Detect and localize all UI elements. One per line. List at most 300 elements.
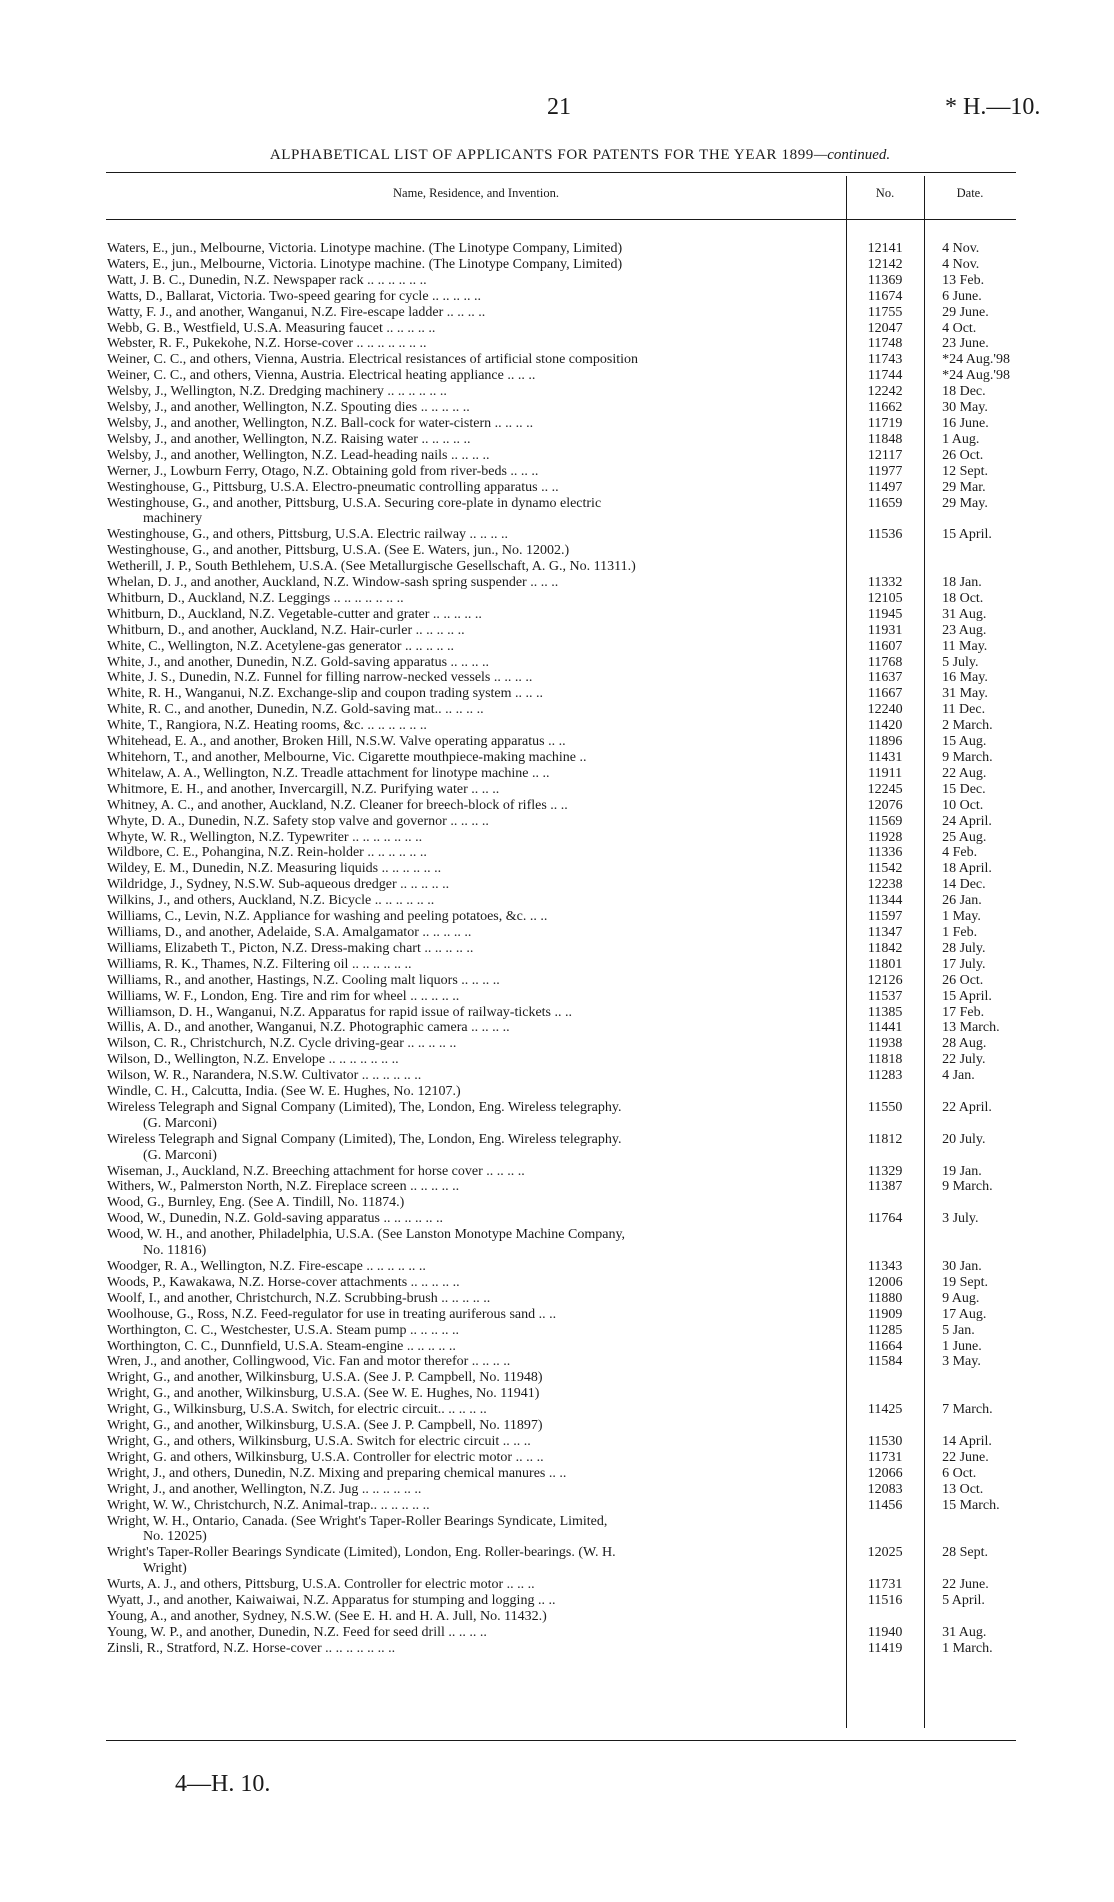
applicant-entry: [106, 957, 846, 973]
patent-number: 12117: [867, 447, 903, 463]
patent-number: 11369: [867, 272, 903, 288]
patent-number: 11387: [867, 1179, 903, 1195]
patent-number: 11931: [867, 622, 903, 638]
application-date: 31 Aug.: [942, 606, 987, 622]
application-date: 9 March.: [942, 1179, 993, 1195]
application-date: 17 July.: [942, 956, 986, 972]
entry-text: White, T., Rangiora, N.Z. Heating rooms, &c. .. .. .. .. .. ..: [107, 718, 427, 734]
header-bottom-rule: [106, 219, 1016, 220]
applicant-entry: [106, 989, 846, 1005]
patent-number: 11332: [867, 575, 903, 591]
entry-continuation: (G. Marconi): [143, 1147, 217, 1163]
application-date: [924, 1514, 1016, 1546]
patent-number: 11768: [867, 654, 903, 670]
entry-text: Wilkins, J., and others, Auckland, N.Z. Bicycle .. .. .. .. .. ..: [107, 893, 435, 909]
patent-number: 11537: [867, 988, 903, 1004]
table-row: [106, 925, 1016, 941]
table-row: [106, 336, 1016, 352]
application-date: 3 May.: [942, 1354, 981, 1370]
entry-text: Worthington, C. C., Dunnfield, U.S.A. Steam-engine .. .. .. .. ..: [107, 1338, 456, 1354]
application-date: 28 Aug.: [942, 1036, 987, 1052]
entry-text: White, R. H., Wanganui, N.Z. Exchange-slip and coupon trading system .. .. ..: [107, 686, 544, 702]
column-header-name: Name, Residence, and Invention.: [393, 186, 559, 200]
table-row: [106, 686, 1016, 702]
patent-number: 11911: [868, 765, 903, 781]
application-date: [924, 1084, 1016, 1100]
application-date: 20 July.: [942, 1131, 986, 1147]
patent-number: 12006: [867, 1274, 903, 1290]
application-date: [924, 1386, 1016, 1402]
patent-number: 11431: [867, 750, 903, 765]
application-date: 15 Aug.: [942, 734, 987, 750]
applicant-entry: [106, 1370, 846, 1386]
table-row: [106, 305, 1016, 321]
patent-number: 12242: [867, 384, 903, 400]
entry-continuation: No. 11816): [143, 1243, 207, 1259]
applicant-entry: [106, 591, 846, 607]
applicant-entry: [106, 1498, 846, 1514]
entry-text: Waters, E., jun., Melbourne, Victoria. Linotype machine. (The Linotype Company, Limited): [107, 241, 623, 256]
patent-number: 11880: [867, 1290, 903, 1306]
patent-number: 11940: [867, 1624, 903, 1640]
table-row: [106, 957, 1016, 973]
patent-number: 11818: [867, 1052, 903, 1068]
applicant-entry: [106, 1020, 846, 1036]
entry-text: Williams, Elizabeth T., Picton, N.Z. Dress-making chart .. .. .. .. ..: [107, 940, 474, 956]
table-row: [106, 257, 1016, 273]
patent-number: [846, 1084, 924, 1100]
table-row: [106, 241, 1016, 257]
patent-number: 11607: [867, 638, 903, 654]
applicant-entry: [106, 670, 846, 686]
applicant-entry: [106, 909, 846, 925]
table-row: [106, 1593, 1016, 1609]
table-row: [106, 1005, 1016, 1021]
entry-text: Welsby, J., and another, Wellington, N.Z. Ball-cock for water-cistern .. .. .. ..: [107, 415, 534, 431]
entry-text: Wren, J., and another, Collingwood, Vic. Fan and motor therefor .. .. .. ..: [107, 1354, 511, 1370]
entry-text: Whyte, D. A., Dunedin, N.Z. Safety stop valve and governor .. .. .. ..: [107, 813, 489, 829]
list-title-continued: —continued.: [813, 147, 891, 163]
table-row: [106, 1084, 1016, 1100]
entry-text: Whitelaw, A. A., Wellington, N.Z. Treadle attachment for linotype machine .. ..: [107, 765, 550, 781]
patent-number: 11743: [867, 352, 903, 368]
entry-text: Whitburn, D., Auckland, N.Z. Vegetable-cutter and grater .. .. .. .. ..: [107, 606, 482, 622]
entry-text: Watty, F. J., and another, Wanganui, N.Z. Fire-escape ladder .. .. .. ..: [107, 304, 486, 320]
patent-number: [846, 1195, 924, 1211]
entry-text: Woolf, I., and another, Christchurch, N.Z. Scrubbing-brush .. .. .. .. ..: [107, 1290, 491, 1306]
table-row: [106, 559, 1016, 575]
table-row: [106, 814, 1016, 830]
applicant-entry: [106, 543, 846, 559]
entry-text: Worthington, C. C., Westchester, U.S.A. Steam pump .. .. .. .. ..: [107, 1322, 459, 1338]
applicant-entry: [106, 432, 846, 448]
application-date: 31 May.: [942, 686, 988, 702]
entry-text: Westinghouse, G., Pittsburg, U.S.A. Electro-pneumatic controlling apparatus .. ..: [107, 479, 559, 495]
patent-number: 11896: [867, 734, 903, 750]
applicant-entry: [106, 830, 846, 846]
patent-number: 11285: [867, 1322, 903, 1338]
table-row: [106, 1036, 1016, 1052]
patent-number: 11945: [867, 606, 903, 622]
entry-text: Werner, J., Lowburn Ferry, Otago, N.Z. Obtaining gold from river-beds .. .. ..: [107, 463, 539, 479]
applicant-entry: [106, 941, 846, 957]
entry-text: Wright, G., and another, Wilkinsburg, U.S.A. (See J. P. Campbell, No. 11948): [107, 1370, 543, 1386]
entry-text: Wireless Telegraph and Signal Company (Limited), The, London, Eng. Wireless telegraphy.: [107, 1131, 622, 1147]
table-row: [106, 1132, 1016, 1164]
applicant-entry: [106, 336, 846, 352]
application-date: 15 March.: [942, 1497, 1000, 1513]
entry-continuation: (G. Marconi): [143, 1115, 217, 1131]
patent-number: 11347: [867, 924, 903, 940]
patent-number: 12047: [867, 320, 903, 336]
entry-text: Whelan, D. J., and another, Auckland, N.Z. Window-sash spring suspender .. .. ..: [107, 575, 559, 591]
application-date: 14 Dec.: [942, 877, 986, 893]
table-row: [106, 1211, 1016, 1227]
table-row: [106, 766, 1016, 782]
application-date: 14 April.: [942, 1433, 992, 1449]
patent-number: [846, 1418, 924, 1434]
applicant-entry: [106, 289, 846, 305]
patent-number: 11336: [867, 845, 903, 861]
patent-number: 11938: [867, 1036, 903, 1052]
applicant-entry: [106, 241, 846, 257]
application-date: 26 Oct.: [942, 447, 984, 463]
entry-text: Westinghouse, G., and another, Pittsburg, U.S.A. (See E. Waters, jun., No. 12002.): [107, 543, 570, 559]
patent-number: [846, 559, 924, 575]
application-date: 25 Aug.: [942, 829, 987, 845]
table-row: [106, 1339, 1016, 1355]
entry-text: Wireless Telegraph and Signal Company (Limited), The, London, Eng. Wireless telegraphy.: [107, 1099, 622, 1115]
applicant-entry: [106, 893, 846, 909]
application-date: [924, 543, 1016, 559]
table-row: [106, 670, 1016, 686]
applicant-entry: [106, 1100, 846, 1132]
application-date: 1 June.: [942, 1338, 982, 1354]
patent-number: 11425: [867, 1402, 903, 1418]
entry-text: White, R. C., and another, Dunedin, N.Z. Gold-saving mat.. .. .. .. ..: [107, 702, 484, 718]
entry-text: Wright, G., Wilkinsburg, U.S.A. Switch, for electric circuit.. .. .. .. ..: [107, 1402, 487, 1418]
applicant-entry: [106, 1036, 846, 1052]
patent-number: 11801: [867, 956, 903, 972]
table-bottom-rule: [106, 1740, 1016, 1741]
applicant-entry: [106, 1434, 846, 1450]
application-date: 1 May.: [942, 909, 981, 925]
table-row: [106, 782, 1016, 798]
patent-number: 11530: [867, 1433, 903, 1449]
applicant-entry: [106, 1577, 846, 1593]
patent-number: 11662: [867, 400, 903, 416]
application-date: 5 Jan.: [942, 1322, 975, 1338]
patent-number: 12076: [867, 797, 903, 813]
applicant-entry: [106, 607, 846, 623]
application-date: 19 Jan.: [942, 1163, 982, 1179]
applicant-entry: [106, 1339, 846, 1355]
applicant-entry: [106, 527, 846, 543]
applicant-entry: [106, 400, 846, 416]
entry-text: White, J., and another, Dunedin, N.Z. Gold-saving apparatus .. .. .. ..: [107, 654, 490, 670]
application-date: 31 Aug.: [942, 1624, 987, 1640]
table-row: [106, 289, 1016, 305]
applicant-entry: [106, 1609, 846, 1625]
entry-text: Williams, R., and another, Hastings, N.Z. Cooling malt liquors .. .. .. ..: [107, 972, 500, 988]
applicant-entry: [106, 384, 846, 400]
application-date: *24 Aug.'98: [942, 368, 1010, 384]
entry-text: Welsby, J., and another, Wellington, N.Z. Lead-heading nails .. .. .. ..: [107, 447, 490, 463]
entry-text: Westinghouse, G., and another, Pittsburg, U.S.A. Securing core-plate in dynamo electric: [107, 495, 602, 511]
application-date: 1 Aug.: [942, 431, 980, 447]
patent-number: 11667: [867, 686, 903, 702]
column-header-no: No.: [875, 186, 895, 200]
applicant-entry: [106, 782, 846, 798]
table-row: [106, 1323, 1016, 1339]
table-row: [106, 368, 1016, 384]
table-row: [106, 1068, 1016, 1084]
applicant-entry: [106, 766, 846, 782]
entry-text: Woolhouse, G., Ross, N.Z. Feed-regulator for use in treating auriferous sand .. ..: [107, 1306, 557, 1322]
entry-text: Williams, D., and another, Adelaide, S.A. Amalgamator .. .. .. .. ..: [107, 924, 472, 940]
patent-number: [846, 543, 924, 559]
applicant-entry: [106, 1179, 846, 1195]
patent-number: 11456: [867, 1497, 903, 1513]
table-row: [106, 1641, 1016, 1657]
application-date: 29 June.: [942, 304, 989, 320]
entry-text: Williams, R. K., Thames, N.Z. Filtering oil .. .. .. .. .. ..: [107, 956, 412, 972]
patent-number: 11928: [867, 829, 903, 845]
table-row: [106, 750, 1016, 766]
patent-number: 12240: [867, 702, 903, 718]
patent-number: 11674: [867, 288, 903, 304]
table-row: [106, 1291, 1016, 1307]
patent-number: 11659: [867, 495, 903, 511]
application-date: [924, 559, 1016, 575]
application-date: 30 May.: [942, 400, 988, 416]
document-code: * H.—10.: [945, 94, 1041, 120]
table-row: [106, 1545, 1016, 1577]
patent-number: 11848: [867, 431, 903, 447]
entry-text: Wyatt, J., and another, Kaiwaiwai, N.Z. Apparatus for stumping and logging .. ..: [107, 1593, 556, 1609]
patent-number: 11637: [867, 670, 903, 686]
application-date: 5 July.: [942, 654, 979, 670]
application-date: 18 Jan.: [942, 575, 982, 591]
entry-text: Wildey, E. M., Dunedin, N.Z. Measuring liquids .. .. .. .. .. ..: [107, 861, 442, 877]
patent-number: [846, 1514, 924, 1546]
table-row: [106, 909, 1016, 925]
applicant-entry: [106, 1641, 846, 1657]
table-row: [106, 845, 1016, 861]
applicant-entry: [106, 702, 846, 718]
applicant-entry: [106, 575, 846, 591]
applicant-entry: [106, 925, 846, 941]
table-row: [106, 352, 1016, 368]
entry-text: Wilson, W. R., Narandera, N.S.W. Cultivator .. .. .. .. .. ..: [107, 1068, 422, 1084]
entry-text: Whitburn, D., and another, Auckland, N.Z. Hair-curler .. .. .. .. ..: [107, 622, 465, 638]
applicant-entry: [106, 352, 846, 368]
column-header-date: Date.: [956, 186, 984, 200]
table-row: [106, 1307, 1016, 1323]
table-row: [106, 734, 1016, 750]
table-row: [106, 1386, 1016, 1402]
entry-text: Whitehead, E. A., and another, Broken Hill, N.S.W. Valve operating apparatus .. ..: [107, 734, 566, 750]
applicant-entry: [106, 718, 846, 734]
table-row: [106, 1466, 1016, 1482]
table-row: [106, 1354, 1016, 1370]
entry-text: Zinsli, R., Stratford, N.Z. Horse-cover .. .. .. .. .. .. ..: [107, 1640, 396, 1656]
table-row: [106, 1482, 1016, 1498]
table-row: [106, 1418, 1016, 1434]
patent-number: 12025: [867, 1545, 903, 1561]
table-row: [106, 798, 1016, 814]
applicant-entry: [106, 1482, 846, 1498]
application-date: 15 Dec.: [942, 781, 986, 797]
entry-text: Webb, G. B., Westfield, U.S.A. Measuring faucet .. .. .. .. ..: [107, 320, 436, 336]
entry-text: Welsby, J., and another, Wellington, N.Z. Spouting dies .. .. .. .. ..: [107, 400, 470, 416]
application-date: 4 Feb.: [942, 845, 978, 861]
table-row: [106, 384, 1016, 400]
applicant-list: [106, 241, 1016, 1657]
patent-number: 11748: [867, 336, 903, 352]
application-date: *24 Aug.'98: [942, 352, 1010, 368]
table-row: [106, 464, 1016, 480]
patent-number: 11744: [867, 368, 903, 384]
entry-text: Wright, J., and others, Dunedin, N.Z. Mixing and preparing chemical manures .. ..: [107, 1465, 567, 1481]
applicant-entry: [106, 1450, 846, 1466]
applicant-entry: [106, 1227, 846, 1259]
entry-text: Williams, C., Levin, N.Z. Appliance for washing and peeling potatoes, &c. .. ..: [107, 909, 548, 925]
application-date: 26 Jan.: [942, 893, 982, 909]
patent-number: 11731: [867, 1449, 903, 1465]
application-date: 6 Oct.: [942, 1465, 977, 1481]
application-date: 28 Sept.: [942, 1545, 988, 1561]
patent-number: 11419: [867, 1640, 903, 1656]
application-date: 29 Mar.: [942, 479, 986, 495]
table-row: [106, 1052, 1016, 1068]
patent-number: 12142: [867, 256, 903, 272]
entry-text: Wood, G., Burnley, Eng. (See A. Tindill, No. 11874.): [107, 1195, 405, 1211]
application-date: 26 Oct.: [942, 972, 984, 988]
application-date: 23 Aug.: [942, 622, 987, 638]
table-row: [106, 321, 1016, 337]
table-row: [106, 861, 1016, 877]
table-row: [106, 543, 1016, 559]
application-date: 11 May.: [942, 638, 988, 654]
applicant-entry: [106, 448, 846, 464]
applicant-entry: [106, 1084, 846, 1100]
patent-number: 11550: [867, 1099, 903, 1115]
table-row: [106, 973, 1016, 989]
applicant-entry: [106, 1593, 846, 1609]
entry-text: Withers, W., Palmerston North, N.Z. Fireplace screen .. .. .. .. ..: [107, 1179, 460, 1195]
application-date: [924, 1370, 1016, 1386]
applicant-entry: [106, 686, 846, 702]
patent-number: 11909: [867, 1306, 903, 1322]
entry-text: Whitehorn, T., and another, Melbourne, Vic. Cigarette mouthpiece-making machine ..: [107, 750, 587, 765]
patent-number: 11764: [867, 1211, 903, 1227]
entry-text: Wood, W. H., and another, Philadelphia, U.S.A. (See Lanston Monotype Machine Company,: [107, 1227, 626, 1243]
entry-text: Woodger, R. A., Wellington, N.Z. Fire-escape .. .. .. .. .. ..: [107, 1259, 426, 1274]
entry-text: Wilson, D., Wellington, N.Z. Envelope .. .. .. .. .. .. ..: [107, 1052, 399, 1068]
table-row: [106, 480, 1016, 496]
table-row: [106, 718, 1016, 734]
patent-number: 11344: [867, 893, 903, 909]
table-row: [106, 1370, 1016, 1386]
application-date: 13 Oct.: [942, 1481, 984, 1497]
entry-text: Wilson, C. R., Christchurch, N.Z. Cycle driving-gear .. .. .. .. ..: [107, 1036, 457, 1052]
patent-number: 11664: [867, 1338, 903, 1354]
application-date: 4 Nov.: [942, 256, 980, 272]
entry-text: Williamson, D. H., Wanganui, N.Z. Apparatus for rapid issue of railway-tickets .. ..: [107, 1004, 573, 1020]
application-date: 2 March.: [942, 718, 993, 734]
patent-number: 11719: [867, 415, 903, 431]
entry-text: Wright, G., and another, Wilkinsburg, U.S.A. (See W. E. Hughes, No. 11941): [107, 1386, 540, 1402]
table-row: [106, 527, 1016, 543]
application-date: 4 Nov.: [942, 241, 980, 256]
entry-text: White, C., Wellington, N.Z. Acetylene-gas generator .. .. .. .. ..: [107, 638, 454, 654]
applicant-entry: [106, 1625, 846, 1641]
entry-continuation: machinery: [143, 511, 203, 527]
table-row: [106, 1100, 1016, 1132]
applicant-entry: [106, 1402, 846, 1418]
page-number: 21: [547, 94, 571, 120]
applicant-entry: [106, 1354, 846, 1370]
entry-text: Wright, G., and others, Wilkinsburg, U.S.A. Switch for electric circuit .. .. ..: [107, 1433, 531, 1449]
patent-number: 11812: [867, 1131, 903, 1147]
list-title: [140, 147, 1020, 164]
application-date: 22 June.: [942, 1577, 989, 1593]
application-date: 24 April.: [942, 813, 992, 829]
entry-text: Wright, J., and another, Wellington, N.Z. Jug .. .. .. .. .. ..: [107, 1481, 422, 1497]
applicant-entry: [106, 1211, 846, 1227]
applicant-entry: [106, 1275, 846, 1291]
table-row: [106, 1498, 1016, 1514]
patent-number: 12126: [867, 972, 903, 988]
table-row: [106, 1514, 1016, 1546]
applicant-entry: [106, 1386, 846, 1402]
table-row: [106, 432, 1016, 448]
applicant-entry: [106, 559, 846, 575]
table-row: [106, 941, 1016, 957]
application-date: 18 Oct.: [942, 590, 984, 606]
application-date: 6 June.: [942, 288, 982, 304]
footer-code: 4—H. 10.: [175, 1771, 271, 1797]
applicant-entry: [106, 257, 846, 273]
applicant-entry: [106, 368, 846, 384]
patent-number: 11343: [867, 1259, 903, 1274]
entry-text: Welsby, J., Wellington, N.Z. Dredging machinery .. .. .. .. .. ..: [107, 384, 447, 400]
applicant-entry: [106, 496, 846, 528]
patent-number: 12245: [867, 781, 903, 797]
table-row: [106, 1179, 1016, 1195]
entry-text: Williams, W. F., London, Eng. Tire and rim for wheel .. .. .. .. ..: [107, 988, 460, 1004]
application-date: 16 June.: [942, 415, 989, 431]
application-date: 22 April.: [942, 1099, 992, 1115]
application-date: 15 April.: [942, 527, 992, 543]
patent-number: 11977: [867, 463, 903, 479]
applicant-entry: [106, 973, 846, 989]
list-title-main: ALPHABETICAL LIST OF APPLICANTS FOR PATENTS FOR THE YEAR 1899: [269, 147, 814, 163]
application-date: 29 May.: [942, 495, 988, 511]
patent-number: 11441: [867, 1020, 903, 1036]
entry-text: Wright, W. H., Ontario, Canada. (See Wright's Taper-Roller Bearings Syndicate, Limited,: [107, 1513, 608, 1529]
patent-number: 11755: [867, 304, 903, 320]
patent-number: 11597: [867, 909, 903, 925]
patent-number: 11584: [867, 1354, 903, 1370]
applicant-entry: [106, 1052, 846, 1068]
application-date: 13 Feb.: [942, 272, 985, 288]
patent-number: 12105: [867, 590, 903, 606]
application-date: 19 Sept.: [942, 1274, 988, 1290]
application-date: 16 May.: [942, 670, 988, 686]
applicant-entry: [106, 1259, 846, 1275]
